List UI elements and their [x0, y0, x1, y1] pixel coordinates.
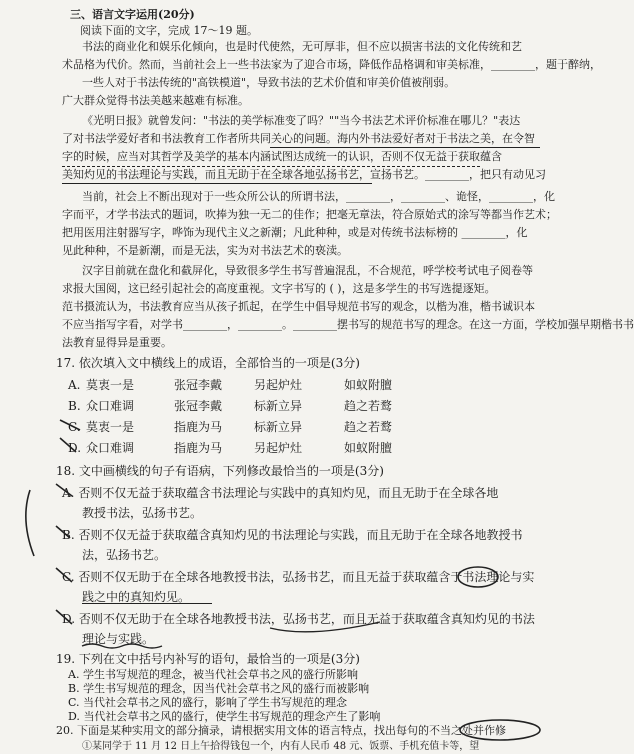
- q19-option-b[interactable]: [68, 682, 369, 696]
- q18-option-c-cont: 践之中的真知灼见。: [82, 590, 191, 604]
- option-item: 趋之若鹜: [344, 399, 393, 413]
- option-item: 标新立异: [254, 399, 303, 413]
- option-item: 众口难调: [86, 399, 135, 413]
- option-text: 否则不仅无益于获取蕴含书法理论与实践中的真知灼见，而且无助于在全球各地: [78, 486, 499, 500]
- q17-option-d[interactable]: [68, 441, 393, 455]
- q17-option-a[interactable]: [68, 378, 393, 392]
- underline-mark: [270, 147, 540, 148]
- q18-option-d[interactable]: [62, 612, 535, 626]
- q18-option-b-cont: 法，弘扬书艺。: [82, 548, 167, 562]
- option-item: 莫衷一是: [86, 378, 135, 392]
- option-item: 莫衷一是: [86, 420, 135, 434]
- option-text: 否则不仅无益于获取蕴含真知灼见的书法理论与实践，而且无助于在全球各地教授书: [78, 528, 523, 542]
- option-text: 学生书写规范的理念，被当代社会草书之风的盛行所影响: [82, 668, 358, 681]
- option-text: 当代社会草书之风的盛行，使学生书写规范的理念产生了影响: [83, 710, 381, 723]
- q18-option-a-cont: 教授书法，弘扬书艺。: [82, 506, 203, 520]
- option-label: C.: [68, 696, 80, 709]
- passage-line: 美知灼见的书法理论与实践，而且无助于在全球各地弘扬书艺，宣扬书艺。________，把只有动见习: [62, 168, 546, 181]
- q20-body-line: ①某同学于 11 月 12 日上午拾得钱包一个，内有人民币 48 元、饭票、手机充值卡等，望: [82, 741, 480, 752]
- question-17-stem: 17. 依次填入文中横线上的成语，全部恰当的一项是(3分): [56, 356, 360, 370]
- pen-bracket: [26, 490, 34, 556]
- underline-mark: [62, 166, 480, 167]
- option-label: A.: [62, 486, 75, 500]
- q18-option-c[interactable]: [62, 570, 534, 584]
- passage-line: 字而平，才学书法式的题词，吹捧为独一无二的佳作；把毫无章法，符合原始式的涂写等都当作艺术；: [62, 208, 557, 221]
- option-label: B.: [62, 528, 75, 542]
- passage-line: 范书摄流认为，书法教育应当从孩子抓起，在学生中倡导规范书写的观念，以楷为准，楷书诚识本: [62, 300, 535, 313]
- option-label: D.: [68, 710, 80, 723]
- option-label: D.: [68, 441, 82, 455]
- option-label: D.: [62, 612, 76, 626]
- passage-line: 广大群众觉得书法美越来越难有标准。: [62, 94, 249, 107]
- q19-option-c[interactable]: [68, 696, 347, 710]
- option-item: 张冠李戴: [174, 399, 223, 413]
- passage-line: 书法的商业化和娱乐化倾向，也是时代使然，无可厚非，但不应以损害书法的文化传统和艺: [82, 40, 522, 53]
- option-item: 如蚁附膻: [344, 378, 393, 392]
- option-item: 另起炉灶: [254, 378, 303, 392]
- option-label: A.: [68, 668, 80, 681]
- q17-option-b[interactable]: [68, 399, 393, 413]
- option-label: A.: [68, 378, 81, 392]
- option-item: 趋之若鹜: [344, 420, 393, 434]
- underline-mark: [82, 603, 212, 604]
- question-19-stem: 19. 下列在文中括号内补写的语句，最恰当的一项是(3分): [56, 652, 360, 666]
- option-item: 指鹿为马: [174, 420, 223, 434]
- q18-option-a[interactable]: [62, 486, 498, 500]
- option-text: 当代社会草书之风的盛行，影响了学生书写规范的理念: [83, 696, 348, 709]
- q18-option-b[interactable]: [62, 528, 522, 542]
- q19-option-a[interactable]: [68, 668, 358, 682]
- passage-line: 字的时候，应当对其哲学及美学的基本内涵试图达成统一的认识，否则不仅无益于获取蕴含: [62, 150, 502, 163]
- passage-line: 汉字目前就在盘化和截屏化，导致很多学生书写普遍混乱，不合规范，呼学校考试电子阅卷等: [82, 264, 533, 277]
- q19-option-d[interactable]: [68, 710, 380, 724]
- option-item: 标新立异: [254, 420, 303, 434]
- option-label: B.: [68, 399, 81, 413]
- option-item: 如蚁附膻: [344, 441, 393, 455]
- section-intro: 阅读下面的文字，完成 17～19 题。: [80, 24, 258, 37]
- option-label: B.: [68, 682, 80, 695]
- underline-mark: [62, 183, 372, 184]
- passage-line: 把用医用注射器写字，哗饰为现代主义之新潮；凡此种种，或是对传统书法标榜的 ________，化: [62, 226, 528, 239]
- passage-line: 见此种种，不是新潮，而是无法，实为对书法艺术的亵渎。: [62, 244, 348, 257]
- question-20-stem: 20. 下面是某种实用文的部分摘录，请根据实用文体的语言特点，找出每句的不当之处并作修: [56, 724, 506, 737]
- option-item: 众口难调: [86, 441, 135, 455]
- option-text: 否则不仅无助于在全球各地教授书法，弘扬书艺，而且无益于获取蕴含真知灼见的书法: [78, 612, 535, 626]
- question-18-stem: 18. 文中画横线的句子有语病，下列修改最恰当的一项是(3分): [56, 464, 384, 478]
- passage-line: 术品格为代价。然而，当前社会上一些书法家为了迎合市场，降低作品格调和审美标准，________，题于醉纳，: [62, 58, 601, 71]
- option-item: 张冠李戴: [174, 378, 223, 392]
- passage-line: 法教育显得异是重要。: [62, 336, 172, 349]
- q18-option-d-cont: 理论与实践。: [82, 632, 155, 646]
- option-item: 另起炉灶: [254, 441, 303, 455]
- passage-line: 求报大国阅，这已经引起社会的高度重视。文字书写的 ( )，这是多学生的书写选提逐矩。: [62, 282, 496, 295]
- option-item: 指鹿为马: [174, 441, 223, 455]
- option-label: C.: [68, 420, 81, 434]
- option-text: 学生书写规范的理念，因当代社会草书之风的盛行而被影响: [83, 682, 370, 695]
- q17-option-c[interactable]: [68, 420, 393, 434]
- passage-line: 一些人对于书法传统的"高铁模道"，导致书法的艺术价值和审美价值被削弱。: [82, 76, 456, 89]
- passage-line: 了对书法学爱好者和书法教育工作者所共同关心的问题。海内外书法爱好者对于书法之美，在令智: [62, 132, 535, 145]
- option-text: 否则不仅无助于在全球各地教授书法，弘扬书艺，而且无益于获取蕴含于书法理论与实: [78, 570, 535, 584]
- section-title: 三、语言文字运用(20分): [70, 8, 195, 21]
- passage-line: 《光明日报》就曾发问："书法的美学标准变了吗？""当今书法艺术评价标准在哪儿？"表达: [82, 114, 521, 127]
- option-label: C.: [62, 570, 75, 584]
- passage-line: 当前，社会上不断出现对于一些众所公认的所谓书法，________，________、诡怪，________，化: [82, 190, 555, 203]
- passage-line: 不应当指写字看，对学书________，________。________摆书写的规范书写的理念。在这一方面，学校加强早期楷书书: [62, 318, 634, 331]
